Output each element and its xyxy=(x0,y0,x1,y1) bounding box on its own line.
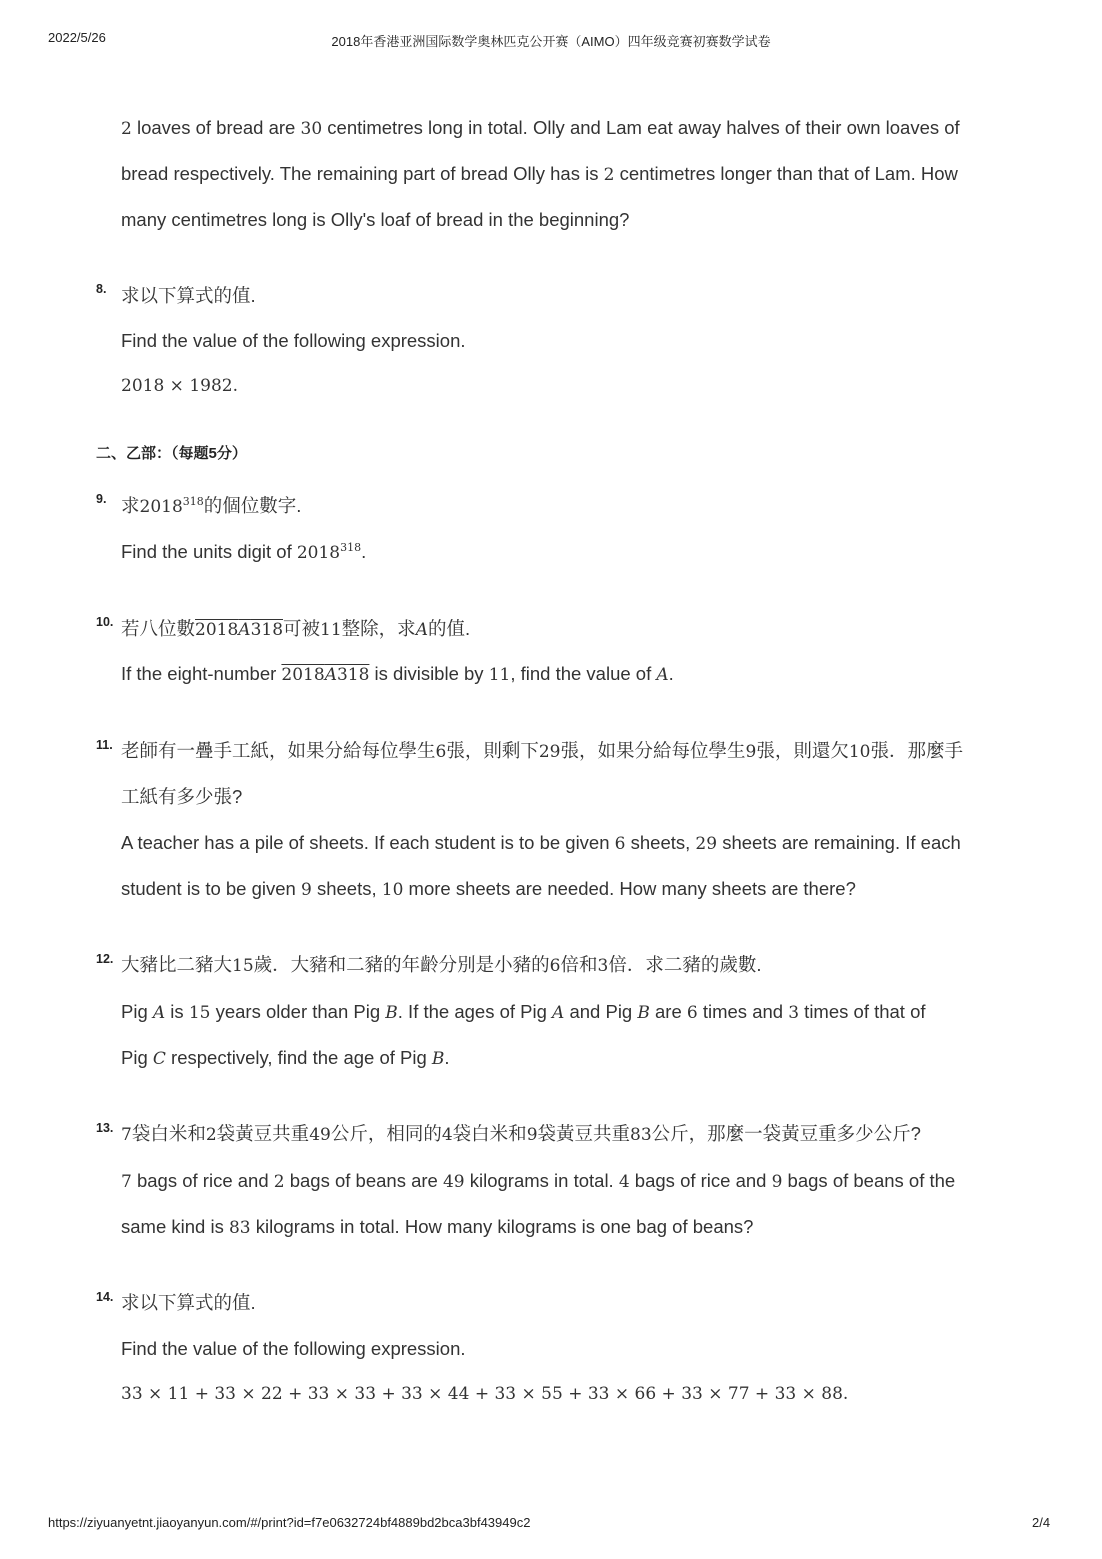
print-url: https://ziyuanyetnt.jiaoyanyun.com/#/print?id=f7e0632724bf4889bd2bca3bf43949c2 xyxy=(48,1515,531,1530)
question-text-zh: 7袋白米和2袋黃豆共重49公斤，相同的4袋白米和9袋黃豆共重83公斤，那麼一袋黃豆重多少公斤? xyxy=(121,1123,921,1145)
question-number: 10. xyxy=(96,615,114,629)
question-text-en-1: A teacher has a pile of sheets. If each student is to be given 6 sheets, 29 sheets are remaining. If each xyxy=(121,832,961,854)
question-text-zh: 若八位數2018A318可被11整除，求A的值. xyxy=(121,618,471,640)
question-text-en: Find the value of the following expression. xyxy=(121,1338,466,1359)
question-number: 14. xyxy=(96,1290,114,1304)
question-number: 9. xyxy=(96,492,107,506)
question-number: 12. xyxy=(96,952,114,966)
question-number: 13. xyxy=(96,1121,114,1135)
question-number: 8. xyxy=(96,282,107,296)
page-number: 2/4 xyxy=(1032,1515,1051,1530)
question-text-zh: 大豬比二豬大15歲．大豬和二豬的年齡分別是小豬的6倍和3倍．求二豬的歲數. xyxy=(121,954,762,976)
expression: 33 × 11 + 33 × 22 + 33 × 33 + 33 × 44 + 33 × 55 + 33 × 66 + 33 × 77 + 33 × 88. xyxy=(121,1384,849,1404)
question-text-en-2: student is to be given 9 sheets, 10 more sheets are needed. How many sheets are there? xyxy=(121,878,856,900)
q7-line-2: bread respectively. The remaining part of bread Olly has is 2 centimetres longer than that of Lam. How xyxy=(121,163,958,185)
question-text-zh-2: 工紙有多少張? xyxy=(121,786,243,807)
section-heading: 二、乙部：（每题5分） xyxy=(96,445,247,462)
question-text-zh-1: 老師有一疊手工紙，如果分給每位學生6張，則剩下29張，如果分給每位學生9張，則還欠10張．那麼手 xyxy=(121,740,964,762)
q7-line-3: many centimetres long is Olly's loaf of bread in the beginning? xyxy=(121,209,630,230)
question-text-en: Find the units digit of 2018$^{318}$. xyxy=(121,540,367,563)
question-text-en: Find the value of the following expression. xyxy=(121,330,466,351)
expression: 2018 × 1982. xyxy=(121,376,238,396)
question-text-en-2: Pig C respectively, find the age of Pig B. xyxy=(121,1047,450,1069)
question-text-en-1: Pig A is 15 years older than Pig B. If the ages of Pig A and Pig B are 6 times and 3 times of that of xyxy=(121,1001,926,1023)
question-text-en-2: same kind is 83 kilograms in total. How many kilograms is one bag of beans? xyxy=(121,1216,754,1238)
overlined-number: 2018A318 xyxy=(281,665,370,685)
question-text-zh: 求2018$^{318}$的個位數字. xyxy=(121,494,302,517)
question-text-en: If the eight-number 2018A318 is divisible by 11, find the value of A. xyxy=(121,663,674,685)
question-number: 11. xyxy=(96,738,113,752)
question-text-zh: 求以下算式的值. xyxy=(121,285,256,306)
question-text-zh: 求以下算式的值. xyxy=(121,1292,256,1313)
question-text-en-1: 7 bags of rice and 2 bags of beans are 49 kilograms in total. 4 bags of rice and 9 bags of beans of the xyxy=(121,1170,956,1192)
document-title: 2018年香港亚洲国际数学奥林匹克公开赛（AIMO）四年级竞赛初赛数学试卷 xyxy=(331,34,771,49)
q7-line-1: 2 loaves of bread are 30 centimetres long in total. Olly and Lam eat away halves of their own loaves of xyxy=(121,117,960,139)
overlined-number: 2018A318 xyxy=(195,620,284,640)
print-date: 2022/5/26 xyxy=(48,30,106,45)
